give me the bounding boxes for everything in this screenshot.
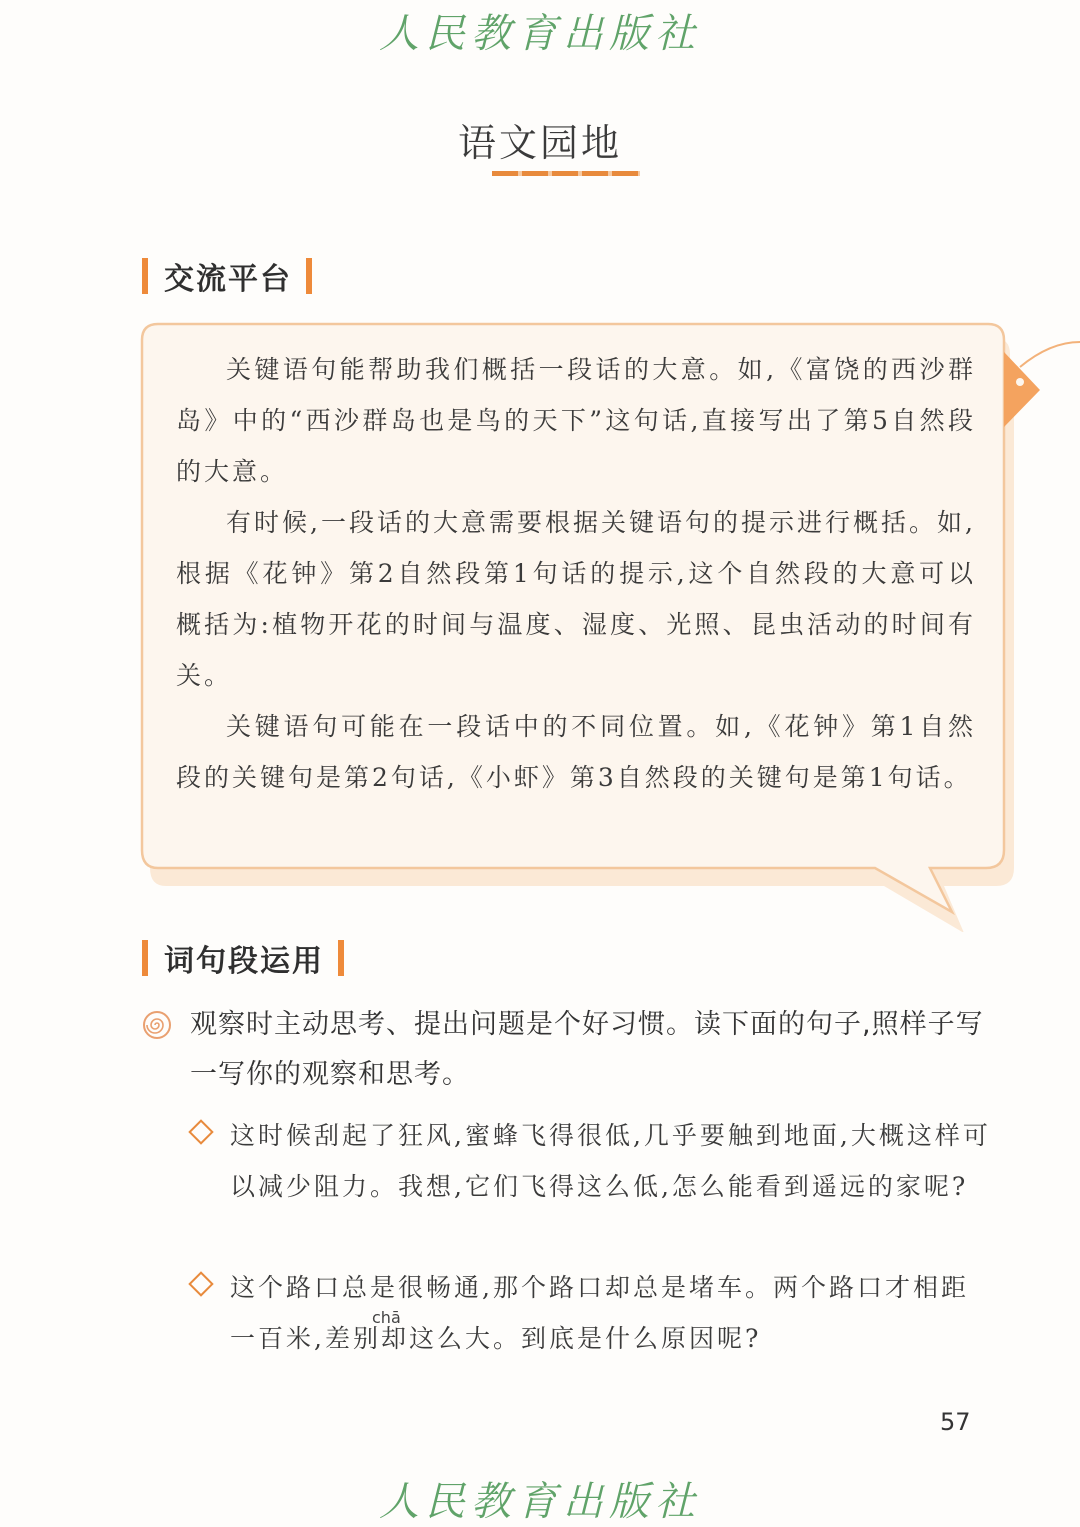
speech-bubble	[140, 322, 1080, 932]
bubble-text	[176, 344, 976, 803]
heading-bar-right	[338, 940, 344, 976]
task-instruction-text: 观察时主动思考、提出问题是个好习惯。读下面的句子,照样子写一写你的观察和思考。	[190, 1009, 984, 1090]
heading-bar-right	[306, 258, 312, 294]
task-instruction	[142, 1000, 1002, 1100]
diamond-bullet-icon	[188, 1271, 213, 1296]
example-sentence-2	[192, 1262, 992, 1364]
heading-bar-left	[142, 940, 148, 976]
bubble-paragraph: 有时候,一段话的大意需要根据关键语句的提示进行概括。如,根据《花钟》第2自然段第1句话的提示,这个自然段的大意可以概括为:植物开花的时间与温度、湿度、光照、昆虫活动的时间有关。	[176, 508, 976, 690]
section-heading-exchange	[142, 256, 312, 296]
page-title: 语文园地	[457, 121, 622, 165]
publisher-watermark-bottom: 人民教育出版社	[379, 1479, 701, 1525]
diamond-bullet-icon	[188, 1119, 213, 1144]
example-text: 这时候刮起了狂风,蜜蜂飞得很低,几乎要触到地面,大概这样可以减少阻力。我想,它们飞得这么低,怎么能看到遥远的家呢?	[230, 1121, 991, 1201]
spiral-icon	[142, 1010, 172, 1040]
pinyin-annotation: chā	[372, 1308, 401, 1327]
section-heading-usage	[142, 938, 344, 978]
publisher-watermark-top: 人民教育出版社	[379, 11, 701, 57]
bubble-paragraph: 关键语句能帮助我们概括一段话的大意。如,《富饶的西沙群岛》中的“西沙群岛也是鸟的天下”这句话,直接写出了第5自然段的大意。	[176, 355, 976, 486]
example-sentence-1	[192, 1110, 992, 1212]
page-number: 57	[940, 1408, 971, 1436]
section-heading-label: 交流平台	[164, 262, 292, 297]
bubble-paragraph: 关键语句可能在一段话中的不同位置。如,《花钟》第1自然段的关键句是第2句话,《小虾》第3自然段的关键句是第1句话。	[176, 712, 976, 792]
title-underline	[492, 171, 640, 176]
section-heading-label: 词句段运用	[164, 944, 324, 979]
example-text: 这个路口总是很畅通,那个路口却总是堵车。两个路口才相距一百米,差别却这么大。到底是什么原因呢?	[230, 1273, 969, 1353]
heading-bar-left	[142, 258, 148, 294]
